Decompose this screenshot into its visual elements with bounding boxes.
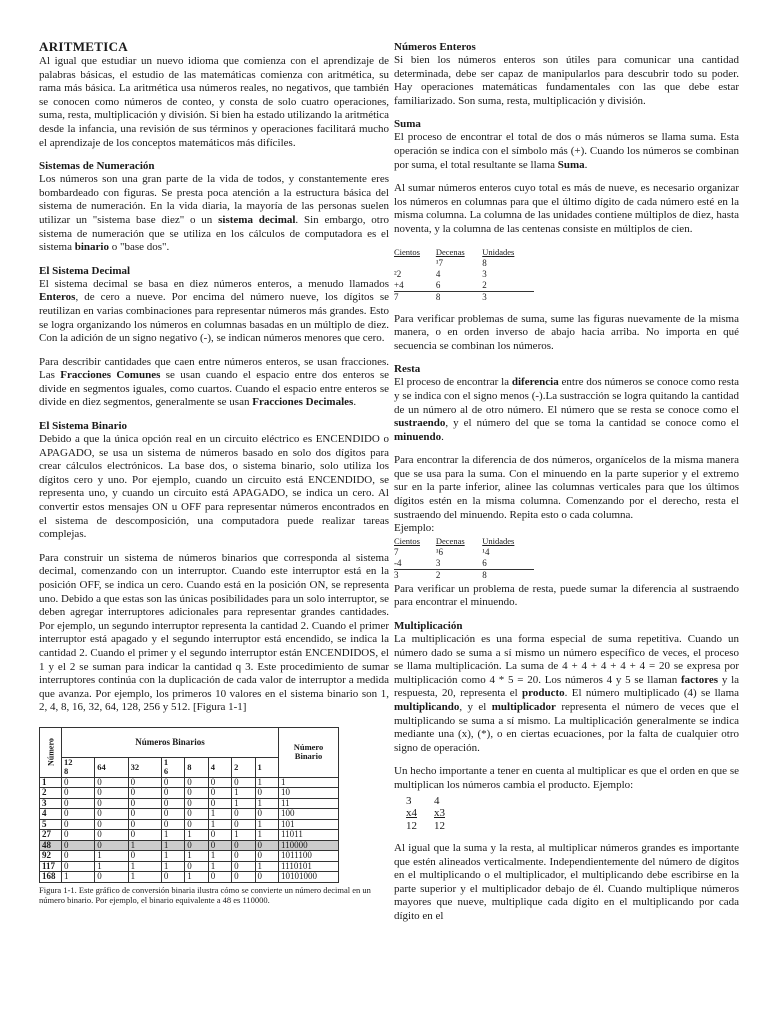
bit-cell: 0	[185, 809, 208, 820]
binary-value: 100	[279, 809, 339, 820]
heading-decimal: El Sistema Decimal	[39, 264, 131, 277]
bit-cell: 1	[208, 861, 231, 872]
bit-cell: 0	[232, 872, 255, 883]
table-row	[40, 830, 339, 841]
figure-caption: Figura 1-1. Este gráfico de conversión binaria ilustra cómo se convierte un número decimal en un número binario. Por ejemplo, el binario equivalente a 48 es 110000.	[39, 884, 371, 905]
bit-cell: 0	[161, 809, 184, 820]
table-cell: 3	[482, 268, 487, 279]
bit-cell: 0	[208, 788, 231, 799]
bit-cell: 1	[128, 840, 161, 851]
row-number: 117	[40, 861, 62, 872]
table-cell: 3	[436, 558, 482, 570]
bit-cell: 0	[95, 872, 128, 883]
binary-col-header: 32	[128, 757, 161, 777]
bit-cell: 1	[208, 819, 231, 830]
table-row	[40, 809, 339, 820]
table-cell: 6	[436, 280, 482, 292]
table-cell: 2	[482, 280, 534, 292]
table-cell: 3	[482, 291, 487, 302]
table-row	[394, 269, 534, 280]
bit-cell: 0	[255, 809, 278, 820]
bit-cell: 1	[161, 830, 184, 841]
binary-col-header: 2	[232, 757, 255, 777]
sistemas-paragraph: Los números son una gran parte de la vida de todos, y constantemente eres bombardeado con figuras. Se presta poca atención a la estructura básica del sistema de numeración. En la vida diaria, la mayoría de las personas suelen utilizar un "sistema base diez" o un sistema decimal. Sin embargo, otro sistema de numeración que se utiliza en los cálculos de computadora es el sistema binario o "base dos".	[39, 173, 390, 254]
bit-cell: 0	[128, 830, 161, 841]
bit-cell: 0	[232, 777, 255, 788]
row-number: 1	[40, 777, 62, 788]
bit-cell: 1	[161, 840, 184, 851]
bit-cell: 0	[185, 840, 208, 851]
bit-cell: 0	[95, 788, 128, 799]
bit-cell: 0	[62, 798, 95, 809]
heading-sistemas: Sistemas de Numeración	[39, 160, 155, 173]
column-header: Decenas	[435, 535, 465, 546]
table-row	[394, 280, 534, 292]
resta-example-table	[394, 536, 534, 581]
table-cell: ¹7	[435, 257, 444, 268]
table-row	[40, 777, 339, 788]
bit-cell: 0	[95, 777, 128, 788]
bit-cell: 0	[208, 840, 231, 851]
bit-cell: 0	[62, 851, 95, 862]
table-row	[40, 819, 339, 830]
bit-cell: 0	[128, 819, 161, 830]
binary-value: 10101000	[279, 872, 339, 883]
binary-value: 1	[279, 777, 339, 788]
binario-paragraph-1: Debido a que la única opción real en un circuito eléctrico es ENCENDIDO o APAGADO, se usa un sistema de números basado en solo dos dígitos para crear cálculos electrónicos. La base dos, o sistema binario, solo utiliza los dígitos cero y uno. Por ejemplo, cuando un circuito está ENCENDIDO, se representa uno, y cuando un circuito está APAGADO, se indica un cero. Al convertir estos mensajes ON u OFF para representar números encontrados en el sistema de descomposición, una computadora puede realizar tareas complejas.	[39, 433, 389, 541]
decimal-paragraph-2: Para describir cantidades que caen entre números enteros, se usan fracciones. Las Fracciones Comunes se usan cuando el espacio entre dos enteros se divide en segmentos iguales, como cuartos. Cuando el espacio entre enteros se divide en diez segmentos, generalmente se usan Fracciones Decimales.	[39, 355, 390, 409]
table-cell: 7	[394, 546, 399, 557]
bit-cell: 0	[62, 861, 95, 872]
table-cell: ¹4	[482, 546, 490, 557]
bit-cell: 0	[232, 861, 255, 872]
suma-paragraph-2: Al sumar números enteros cuyo total es más de nueve, es necesario organizar los números en columnas para que el último dígito de cada número esté en la misma columna. La columna de las unidades contiene múltiplos de diez, hasta noventa, y la columna de las centenas consiste en múltiplos de cien.	[394, 182, 739, 235]
binario-paragraph-2: Para construir un sistema de números binarios que corresponda al sistema decimal, comenzando con un interruptor. Cuando este interruptor está en la posición OFF, se indica un cero. Cuando está en la posición ON, se representa uno. Debido a que estas son las únicas posibilidades para un solo interruptor, se deben agregar interruptores adicionales para representar grandes cantidades. Por ejemplo, un segundo interruptor representa la cantidad 2. Cuando el primer interruptor está apagado y el segundo interruptor está encendido, se indica la cantidad 2. Cuando el primer y el segundo interruptor están ENCENDIDOS, el 1 y el 2 se suman para indicar la cantidad q 3. Este procedimiento de sumar interruptores continúa con la duplicación de cada valor de interruptor a medida que avanza. Por ejemplo, los primeros 10 valores en el sistema binario son 1, 2, 4, 8, 16, 32, 64, 128, 256 y 512. [Figura 1-1]	[39, 551, 389, 714]
suma-paragraph-3: Para verificar problemas de suma, sume las figuras nuevamente de la misma manera, o en orden inverso de abajo hacia arriba. No importa en qué secuencia se combinan los números.	[394, 312, 739, 352]
table-cell: 8	[482, 257, 487, 268]
decimal-paragraph-1: El sistema decimal se basa en diez números enteros, a menudo llamados Enteros, de cero a nueve. Por encima del número nueve, los dígitos se reutilizan en varias combinaciones para representar números más grandes. Esto se logra organizando los números en columnas basadas en un múltiplo de diez. Con la adición de un signo negativo (-), se indican números menores que cero.	[39, 277, 389, 345]
table-row	[394, 558, 534, 570]
bit-cell: 1	[161, 861, 184, 872]
bit-cell: 1	[95, 851, 128, 862]
bit-cell: 0	[62, 830, 95, 841]
resta-paragraph-2: Para encontrar la diferencia de dos números, organícelos de la misma manera que se usa para la suma. Con el minuendo en la parte superior y el extremo sur en la parte inferior, alinee las columnas verticales para que los últimos dígitos estén en la misma columna. Comenzando por el derecho, resta el sustraendo del minuendo. Repita esto o cada columna. Ejemplo:	[394, 454, 739, 535]
table-cell	[394, 258, 436, 269]
bit-cell: 0	[255, 788, 278, 799]
multiplication-example: 3 4 x4 x3 12 12	[406, 794, 445, 832]
bit-cell: 1	[161, 851, 184, 862]
header-numero-binario: Número Binario	[279, 727, 339, 777]
table-row	[394, 569, 534, 581]
bit-cell: 0	[128, 777, 161, 788]
bit-cell: 0	[62, 840, 95, 851]
table-cell: 6	[482, 558, 534, 570]
bit-cell: 0	[208, 872, 231, 883]
table-cell: 7	[394, 291, 399, 302]
table-row	[40, 840, 339, 851]
bit-cell: 0	[185, 788, 208, 799]
column-header: Decenas	[435, 246, 465, 257]
bit-cell: 0	[128, 851, 161, 862]
header-numeros-binarios: Números Binarios	[62, 727, 279, 757]
table-row	[394, 258, 534, 269]
binary-value: 110000	[279, 840, 339, 851]
intro-paragraph: Al igual que estudiar un nuevo idioma que comienza con el aprendizaje de palabras básicas, el estudio de las matemáticas comienza con aritmética, su rama más básica. La aritmética usa números reales, no negativos, que también se conocen como números de conteo, y consta de solo cuatro operaciones, suma, resta, multiplicación y división. Si bien ha estado utilizando la aritmética desde la infancia, una revisión de sus términos y operaciones facilitará mucho el aprendizaje de los conceptos matemáticos más difíciles.	[39, 55, 389, 149]
table-cell: 8	[482, 569, 487, 580]
bit-cell: 0	[128, 798, 161, 809]
row-number: 2	[40, 788, 62, 799]
bit-cell: 0	[161, 872, 184, 883]
bit-cell: 0	[185, 861, 208, 872]
row-number: 92	[40, 851, 62, 862]
heading-resta: Resta	[394, 363, 421, 376]
bit-cell: 0	[232, 819, 255, 830]
bit-cell: 1	[185, 830, 208, 841]
bit-cell: 0	[95, 798, 128, 809]
bit-cell: 0	[232, 840, 255, 851]
bit-cell: 0	[208, 830, 231, 841]
bit-cell: 0	[232, 809, 255, 820]
table-cell: 8	[435, 291, 441, 302]
bit-cell: 0	[128, 788, 161, 799]
bit-cell: 0	[208, 777, 231, 788]
row-number: 5	[40, 819, 62, 830]
bit-cell: 1	[185, 851, 208, 862]
bit-cell: 0	[95, 819, 128, 830]
bit-cell: 1	[255, 830, 278, 841]
bit-cell: 0	[95, 809, 128, 820]
column-header: Unidades	[482, 246, 515, 257]
bit-cell: 0	[232, 851, 255, 862]
bit-cell: 1	[208, 851, 231, 862]
binary-col-header: 1	[255, 757, 278, 777]
binary-conversion-table	[39, 727, 339, 883]
heading-suma: Suma	[394, 118, 421, 131]
suma-paragraph-1: El proceso de encontrar el total de dos o más números se llama suma. Esta operación se indica con el símbolo más (+). Cuando los números se combinan por suma, el total resultante se llama Suma.	[394, 131, 739, 171]
table-cell: 4	[435, 268, 441, 279]
bit-cell: 0	[185, 819, 208, 830]
bit-cell: 0	[255, 872, 278, 883]
bit-cell: 0	[161, 798, 184, 809]
column-header: Cientos	[394, 535, 420, 546]
column-header: Cientos	[394, 246, 420, 257]
multiplicacion-paragraph-1: La multiplicación es una forma especial de suma repetitiva. Cuando un número dado se suma a sí mismo un número específico de veces, el proceso se llama multiplicación. La suma de 4 + 4 + 4 + 4 + 4 = 20 se expresa por multiplicación como 4 * 5 = 20. Los números 4 y 5 se llaman factores y la respuesta, 20, representa el producto. El número multiplicado (4) se llama multiplicando, y el multiplicador representa el número de veces que el multiplicando se suma a sí mismo. La multiplicación generalmente se indica mediante una (x), (*), o en ciertas ecuaciones, por la falta de cualquier otro signo de operación.	[394, 633, 740, 754]
bit-cell: 0	[62, 788, 95, 799]
binary-value: 1011100	[279, 851, 339, 862]
row-number: 27	[40, 830, 62, 841]
bit-cell: 0	[62, 777, 95, 788]
binary-col-header: 1 6	[161, 757, 184, 777]
table-row	[40, 861, 339, 872]
header-numero: Número	[40, 727, 62, 777]
bit-cell: 0	[62, 809, 95, 820]
row-number: 3	[40, 798, 62, 809]
bit-cell: 1	[232, 830, 255, 841]
row-number: 48	[40, 840, 62, 851]
bit-cell: 1	[185, 872, 208, 883]
bit-cell: 1	[128, 861, 161, 872]
bit-cell: 0	[95, 840, 128, 851]
bit-cell: 0	[185, 777, 208, 788]
resta-paragraph-1: El proceso de encontrar la diferencia entre dos números se conoce como resta y se indica con el signo menos (-).La sustracción se logra quitando la cantidad de un número al de otro número. El número que se resta se conoce como el sustraendo, y el número del que se toma la cantidad se conoce como el minuendo.	[394, 376, 740, 443]
table-row	[40, 798, 339, 809]
bit-cell: 1	[255, 798, 278, 809]
bit-cell: 0	[185, 798, 208, 809]
table-row	[394, 547, 534, 558]
bit-cell: 1	[95, 861, 128, 872]
table-cell: +4	[394, 280, 436, 292]
binary-value: 10	[279, 788, 339, 799]
table-cell: ¹6	[435, 546, 444, 557]
bit-cell: 1	[208, 809, 231, 820]
binary-value: 101	[279, 819, 339, 830]
bit-cell: 1	[255, 861, 278, 872]
table-row	[40, 788, 339, 799]
left-column	[39, 40, 389, 905]
row-number: 4	[40, 809, 62, 820]
table-cell: 3	[394, 569, 399, 580]
resta-paragraph-3: Para verificar un problema de resta, puede sumar la diferencia al sustraendo para encontrar el minuendo.	[394, 582, 739, 609]
bit-cell: 0	[208, 798, 231, 809]
bit-cell: 1	[128, 872, 161, 883]
suma-example-table	[394, 247, 534, 303]
binary-col-header: 12 8	[62, 757, 95, 777]
table-row	[40, 851, 339, 862]
binary-col-header: 8	[185, 757, 208, 777]
bit-cell: 0	[128, 809, 161, 820]
bit-cell: 1	[62, 872, 95, 883]
table-cell: ²2	[394, 268, 402, 279]
binary-col-header: 64	[95, 757, 128, 777]
table-row	[40, 872, 339, 883]
bit-cell: 0	[161, 819, 184, 830]
table-row	[394, 291, 534, 303]
bit-cell: 1	[255, 819, 278, 830]
heading-binario: El Sistema Binario	[39, 420, 128, 433]
table-cell: -4	[394, 558, 436, 570]
column-header: Unidades	[482, 535, 515, 546]
table-cell: 2	[435, 569, 441, 580]
bit-cell: 0	[161, 788, 184, 799]
row-number: 168	[40, 872, 62, 883]
bit-cell: 1	[232, 798, 255, 809]
enteros-paragraph: Si bien los números enteros son útiles para comunicar una cantidad determinada, debe ser capaz de manipularlos para descubrir todo su poder. Hay operaciones matemáticas fundamentales con las que debe estar familiarizado. Son suma, resta, multiplicación y división.	[394, 54, 739, 107]
binary-value: 11011	[279, 830, 339, 841]
bit-cell: 1	[255, 777, 278, 788]
bit-cell: 0	[255, 840, 278, 851]
binary-value: 1110101	[279, 861, 339, 872]
bit-cell: 0	[62, 819, 95, 830]
heading-enteros: Números Enteros	[394, 41, 476, 53]
bit-cell: 0	[161, 777, 184, 788]
heading-multiplicacion: Multiplicación	[394, 620, 463, 633]
multiplicacion-paragraph-3: Al igual que la suma y la resta, al multiplicar números grandes es importante que estén alineados verticalmente. Independientemente del número de dígitos en el multiplicando o el multiplicador, el multiplicando debe escribirse en la parte superior y el multiplicador debajo de él. Cuando multiplique números mayores que nueve, multiplique cada dígito en el multiplicando por cada dígito en el	[394, 842, 739, 923]
bit-cell: 0	[255, 851, 278, 862]
right-column	[394, 41, 739, 934]
multiplicacion-paragraph-2: Un hecho importante a tener en cuenta al multiplicar es que el orden en que se multiplican los números cambia el producto. Ejemplo:	[394, 765, 739, 791]
bit-cell: 1	[232, 788, 255, 799]
page-title: ARITMETICA	[39, 39, 128, 54]
binary-value: 11	[279, 798, 339, 809]
binary-col-header: 4	[208, 757, 231, 777]
bit-cell: 0	[95, 830, 128, 841]
